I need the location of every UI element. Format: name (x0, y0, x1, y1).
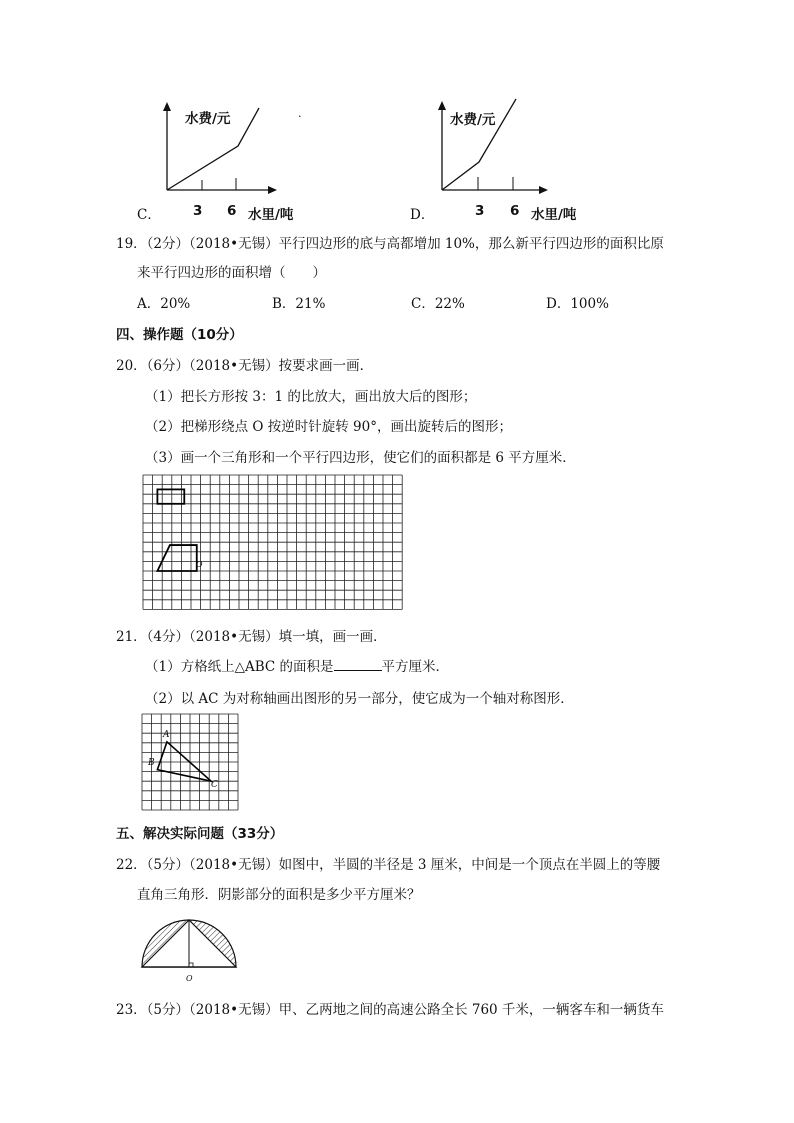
q22-line1: 22．（5分）（2018•无锡）如图中，半圆的半径是 3 厘米，中间是一个顶点在半圆上的等腰 (116, 857, 661, 873)
q20-label-o: O (196, 560, 203, 569)
graph-c-xlabel: 水里/吨 (248, 207, 294, 223)
q21-stem: 21．（4分）（2018•无锡）填一填，画一画． (116, 629, 387, 645)
q21-label-c: C (211, 780, 218, 790)
q21-triangle-abc (157, 742, 211, 781)
graph-c-stray-mark: . (298, 107, 302, 120)
q21-part1 (145, 655, 449, 675)
q19-line1: 19．（2分）（2018•无锡）平行四边形的底与高都增加 10%，那么新平行四边形的面积比原 (116, 236, 664, 252)
graph-d-tick-3: 3 (475, 203, 485, 219)
q20-stem: 20．（6分）（2018•无锡）按要求画一画． (116, 358, 374, 374)
q19-option-b[interactable]: B．21% (272, 296, 326, 312)
q22-figure (137, 907, 241, 971)
graph-d-option: D． (410, 207, 435, 223)
q21-part1-unit: 平方厘米． (381, 659, 450, 675)
q21-part2: （2）以 AC 为对称轴画出图形的另一部分，使它成为一个轴对称图形． (145, 691, 574, 707)
graph-d-tick-6: 6 (510, 203, 520, 219)
section-5-heading: 五、解决实际问题（33分） (116, 826, 284, 842)
q22-label-o: O (186, 974, 193, 983)
q20-part2: （2）把梯形绕点 O 按逆时针旋转 90°，画出旋转后的图形； (145, 419, 512, 435)
graph-c-tick-6: 6 (227, 203, 237, 219)
q20-rectangle (157, 489, 184, 503)
q21-part1-text: （1）方格纸上△ABC 的面积是 (145, 659, 334, 675)
q21-answer-blank[interactable] (334, 658, 382, 671)
q22-line2: 直角三角形．阴影部分的面积是多少平方厘米？ (137, 887, 421, 903)
graph-c-tick-3: 3 (193, 203, 203, 219)
graph-c-option: C． (137, 207, 161, 223)
q20-part1: （1）把长方形按 3：1 的比放大，画出放大后的图形； (145, 389, 477, 405)
q19-option-c[interactable]: C．22% (411, 296, 465, 312)
q21-label-b: B (148, 758, 155, 768)
graph-d-xlabel: 水里/吨 (531, 207, 577, 223)
graph-d-ylabel: 水费/元 (450, 112, 496, 128)
q19-option-d[interactable]: D．100% (546, 296, 609, 312)
q19-line2: 来平行四边形的面积增（ ） (137, 265, 326, 281)
q20-part3: （3）画一个三角形和一个平行四边形，使它们的面积都是 6 平方厘米． (145, 450, 576, 466)
q21-label-a: A (163, 730, 170, 740)
q21-grid (141, 713, 239, 811)
section-4-heading: 四、操作题（10分） (116, 327, 243, 343)
q19-option-a[interactable]: A．20% (137, 296, 191, 312)
graph-d (425, 95, 575, 205)
graph-c-ylabel: 水费/元 (185, 111, 231, 127)
q20-grid (142, 474, 408, 612)
q23-line1: 23．（5分）（2018•无锡）甲、乙两地之间的高速公路全长 760 千米，一辆客车和一辆货车 (116, 1002, 664, 1018)
